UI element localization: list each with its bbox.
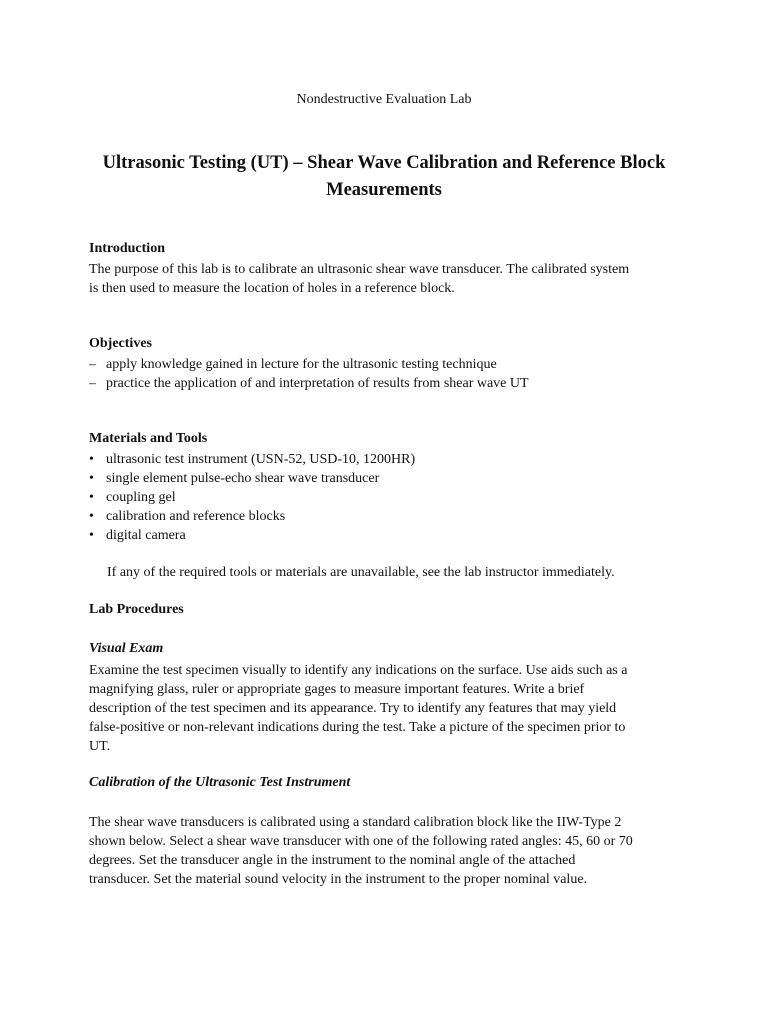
bullet-marker: •: [89, 528, 94, 543]
objective-text: practice the application of and interpretation of results from shear wave UT: [106, 376, 529, 391]
calibration-line: shown below. Select a shear wave transducer with one of the following rated angles: 45, 60 or 70: [89, 834, 633, 849]
document-title: Ultrasonic Testing (UT) – Shear Wave Calibration and Reference Block Measurements: [102, 153, 666, 200]
material-text: coupling gel: [106, 490, 176, 505]
calibration-heading: Calibration of the Ultrasonic Test Instrument: [89, 775, 351, 790]
bullet-marker: •: [89, 509, 94, 524]
bullet-marker: •: [89, 490, 94, 505]
visual-exam-heading: Visual Exam: [89, 641, 164, 656]
material-text: calibration and reference blocks: [106, 509, 286, 524]
visual-exam-line: false-positive or non-relevant indications during the test. Take a picture of the specimen prior to: [89, 720, 626, 735]
introduction-line: is then used to measure the location of holes in a reference block.: [89, 281, 455, 296]
visual-exam-line: UT.: [89, 739, 111, 754]
material-item: [89, 507, 285, 526]
visual-exam-line: Examine the test specimen visually to identify any indications on the surface. Use aids such as a: [89, 663, 628, 678]
objective-item: [89, 355, 497, 374]
objective-item: [89, 374, 529, 393]
course-name: Nondestructive Evaluation Lab: [296, 92, 472, 107]
material-item: [89, 450, 415, 469]
bullet-marker: •: [89, 471, 94, 486]
material-text: ultrasonic test instrument (USN-52, USD-10, 1200HR): [106, 452, 416, 467]
calibration-line: transducer. Set the material sound velocity in the instrument to the proper nominal value.: [89, 872, 588, 887]
materials-heading: Materials and Tools: [89, 431, 208, 446]
material-item: [89, 488, 176, 507]
visual-exam-line: description of the test specimen and its appearance. Try to identify any features that may yield: [89, 701, 617, 716]
calibration-line: The shear wave transducers is calibrated using a standard calibration block like the IIW-Type 2: [89, 815, 622, 830]
introduction-line: The purpose of this lab is to calibrate an ultrasonic shear wave transducer. The calibrated system: [89, 262, 630, 277]
materials-note: If any of the required tools or materials are unavailable, see the lab instructor immediately.: [107, 565, 615, 580]
material-item: [89, 526, 186, 545]
objectives-heading: Objectives: [89, 336, 152, 351]
visual-exam-line: magnifying glass, ruler or appropriate gages to measure important features. Write a brief: [89, 682, 585, 697]
calibration-line: degrees. Set the transducer angle in the instrument to the nominal angle of the attached: [89, 853, 576, 868]
objective-text: apply knowledge gained in lecture for the ultrasonic testing technique: [106, 357, 497, 372]
introduction-heading: Introduction: [89, 241, 165, 256]
bullet-marker: •: [89, 452, 94, 467]
material-item: [89, 469, 379, 488]
dash-marker: –: [89, 357, 96, 372]
material-text: single element pulse-echo shear wave transducer: [106, 471, 380, 486]
dash-marker: –: [89, 376, 96, 391]
material-text: digital camera: [106, 528, 186, 543]
procedures-heading: Lab Procedures: [89, 602, 184, 617]
